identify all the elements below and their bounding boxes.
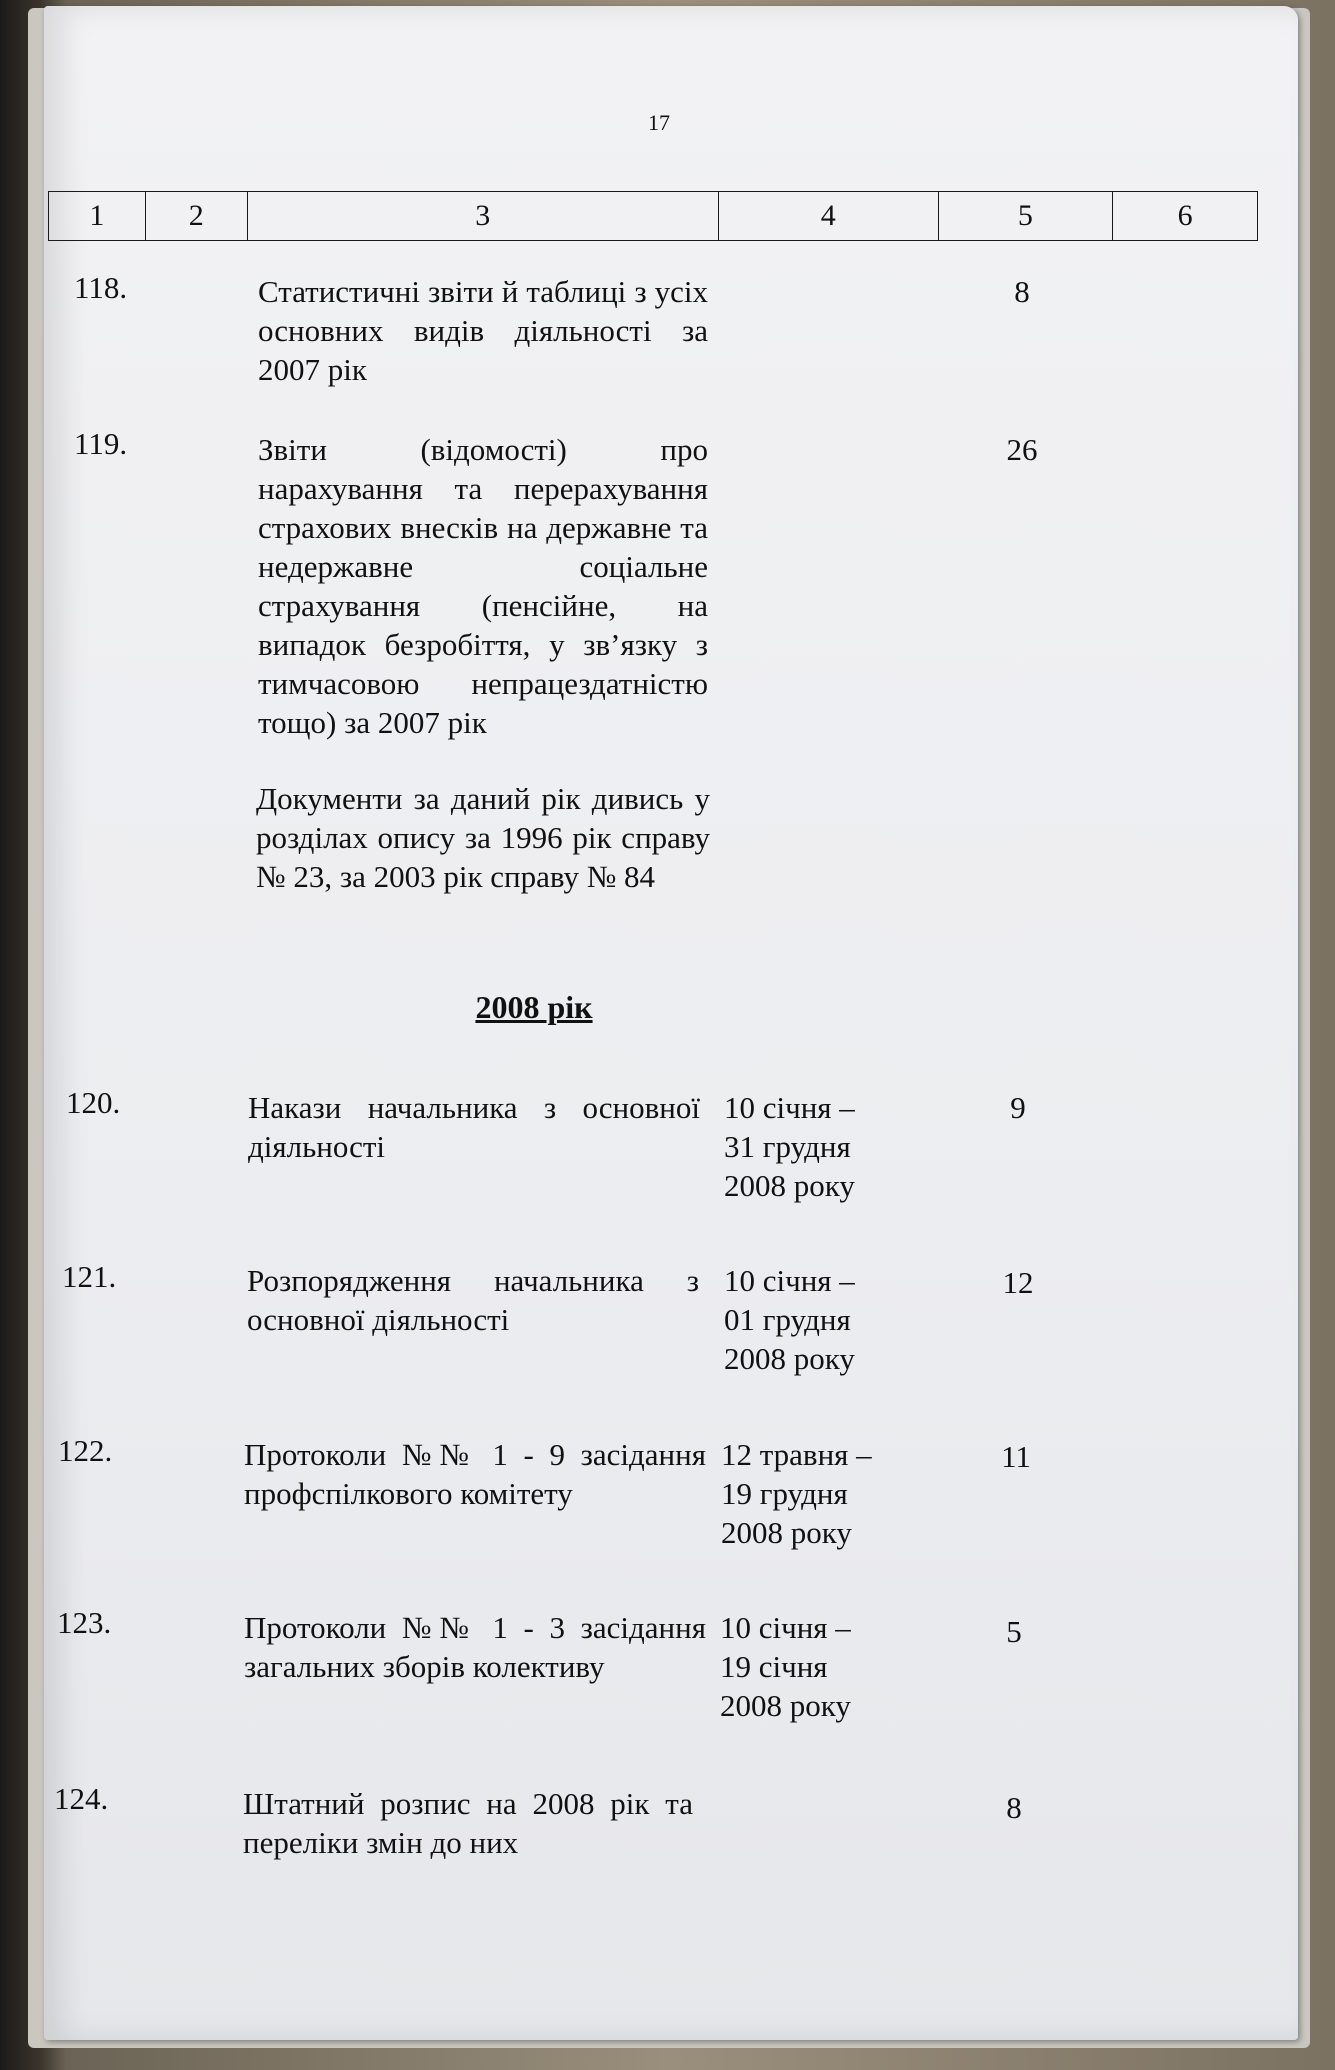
entry-title: Протоколи №№ 1 - 9 засідання профспілкового комітету — [244, 1437, 706, 1511]
cross-reference-note: Документи за даний рік дивись у розділах опису за 1996 рік справу № 23, за 2003 рік справу № 84 — [256, 781, 710, 894]
document-page — [44, 6, 1298, 2040]
column-header-3: 3 — [248, 192, 719, 240]
entry-number: 123. — [57, 1605, 112, 1640]
entry-dates: 10 січня – 31 грудня 2008 року — [724, 1090, 855, 1203]
entry-title: Протоколи №№ 1 - 3 засідання загальних зборів колективу — [244, 1610, 706, 1684]
column-header-1: 1 — [49, 192, 146, 240]
entry-number: 119. — [74, 426, 128, 461]
entry-title: Розпорядження начальника з основної діяльності — [247, 1263, 699, 1337]
entry-count: 5 — [1006, 1614, 1022, 1649]
column-header-row — [48, 191, 1258, 241]
entry-number: 120. — [66, 1085, 121, 1120]
column-header-4: 4 — [719, 192, 939, 240]
entry-count: 26 — [1006, 432, 1038, 467]
entry-title: Звіти (відомості) про нарахування та перерахування страхових внесків на державне та недержавне соціальне страхування (пенсійне, на випадок безробіття, у зв’язку з тимчасовою непрацездатністю тощо) за 2007 рік — [258, 432, 708, 740]
entry-count: 11 — [1001, 1439, 1031, 1474]
entry-title: Накази начальника з основної діяльності — [248, 1090, 700, 1164]
entry-number: 121. — [62, 1259, 117, 1294]
column-header-2: 2 — [146, 192, 248, 240]
section-title: 2008 рік — [475, 989, 593, 1025]
entry-title: Статистичні звіти й таблиці з усіх основних видів діяльності за 2007 рік — [258, 274, 708, 387]
entry-dates: 10 січня – 19 січня 2008 року — [720, 1610, 851, 1723]
entry-title: Штатний розпис на 2008 рік та переліки змін до них — [243, 1786, 693, 1860]
entry-count: 8 — [1006, 1790, 1022, 1825]
entry-number: 124. — [54, 1781, 109, 1816]
column-header-5: 5 — [939, 192, 1114, 240]
entry-dates: 10 січня – 01 грудня 2008 року — [724, 1263, 855, 1376]
entry-number: 118. — [74, 270, 128, 305]
entry-count: 12 — [1002, 1265, 1034, 1300]
entry-dates: 12 травня – 19 грудня 2008 року — [721, 1437, 872, 1550]
column-header-6: 6 — [1177, 199, 1193, 232]
page-number: 17 — [648, 110, 670, 135]
entry-number: 122. — [58, 1433, 113, 1468]
entry-count: 8 — [1014, 274, 1030, 309]
entry-count: 9 — [1010, 1090, 1026, 1125]
